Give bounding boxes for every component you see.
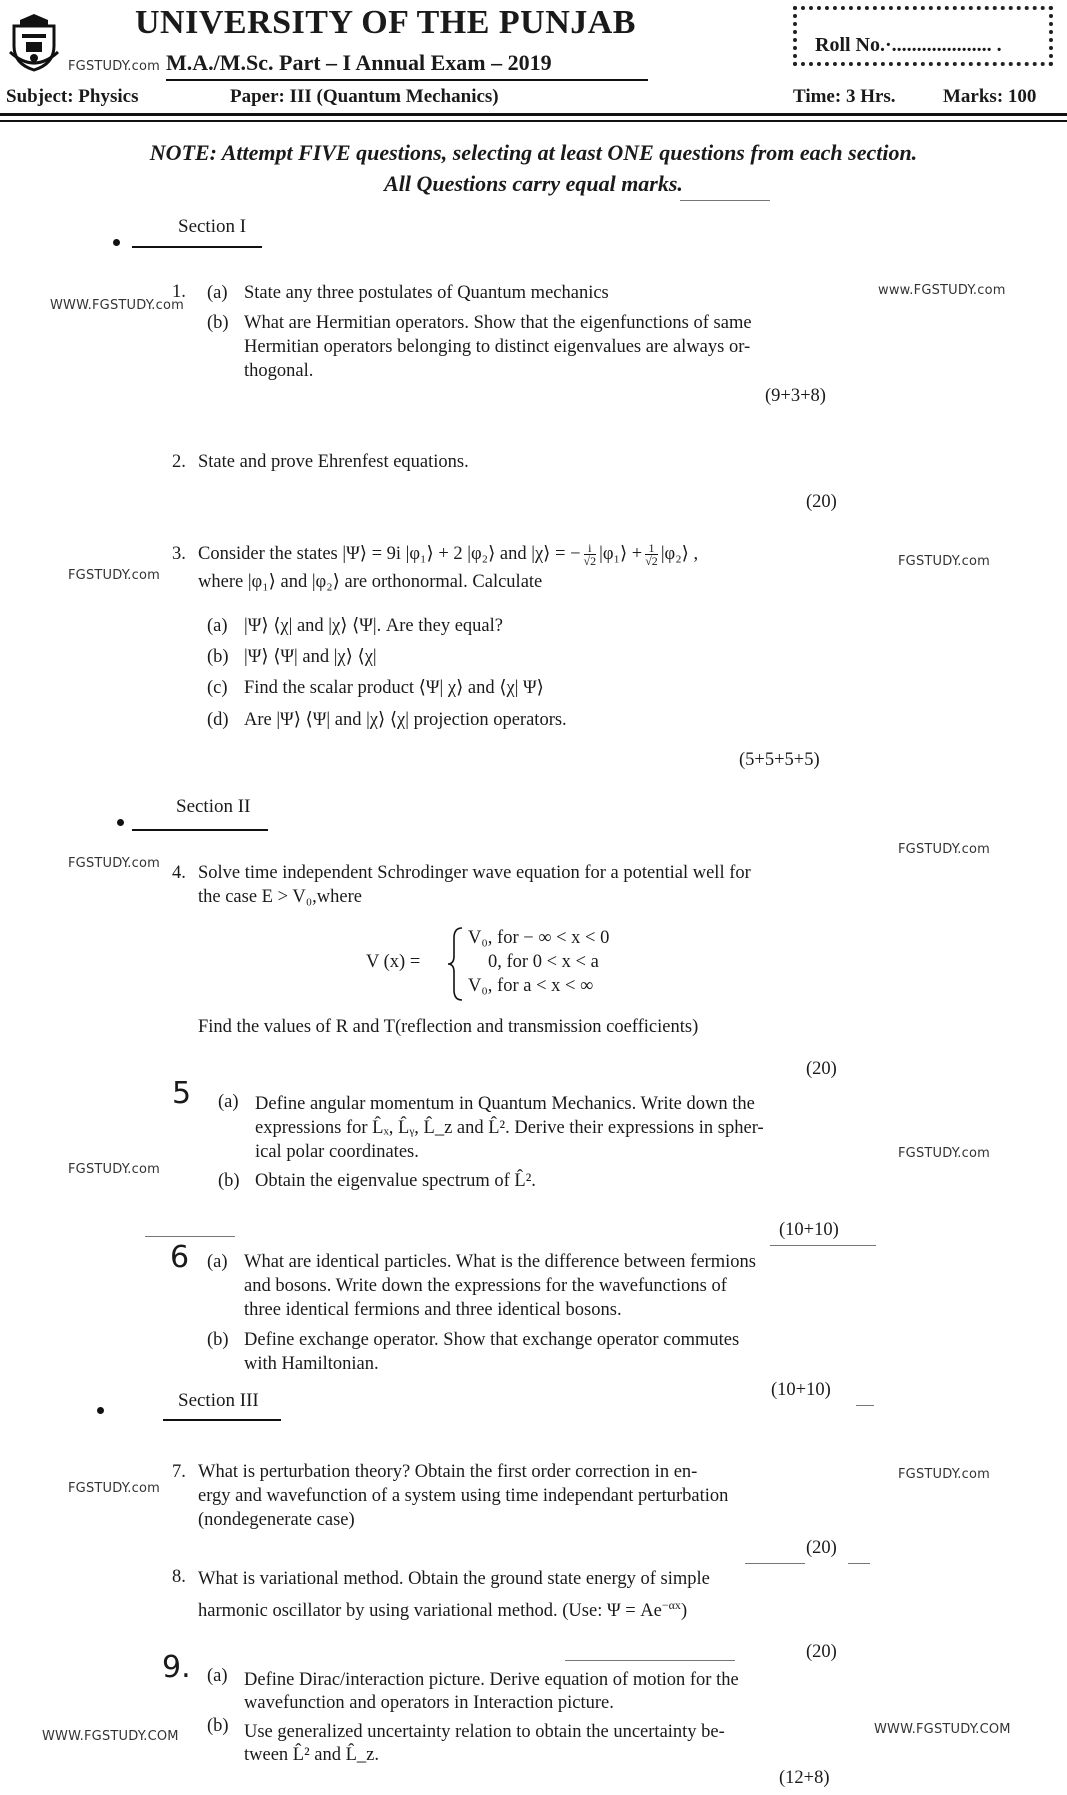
q5-marks: (10+10)	[779, 1220, 839, 1240]
watermark: FGSTUDY.com	[898, 1146, 990, 1161]
header-rule	[0, 120, 1067, 122]
q5-a-text: expressions for L̂ₓ, L̂ᵧ, L̂_z and L̂². Derive their expressions in spher-	[255, 1118, 764, 1138]
q6-handwritten-number: 6	[170, 1240, 190, 1275]
q6-a-text: What are identical particles. What is the difference between fermions	[244, 1252, 756, 1272]
section-i-heading: Section I	[178, 216, 247, 237]
q3-frac-1-den: √2	[583, 554, 597, 569]
q6-a-text: and bosons. Write down the expressions for the wavefunctions of	[244, 1276, 727, 1296]
q3-number: 3.	[172, 544, 186, 564]
q1-b-label: (b)	[207, 313, 229, 333]
q9-a-text: wavefunction and operators in Interaction picture.	[244, 1693, 614, 1713]
paper-label: Paper: III (Quantum Mechanics)	[230, 86, 499, 107]
q3-frac-2-num: 1	[645, 542, 658, 555]
q9-b-text: tween L̂² and L̂_z.	[244, 1745, 379, 1765]
q3-c-label: (c)	[207, 678, 228, 698]
q6-b-label: (b)	[207, 1330, 229, 1350]
q3-b-text: |Ψ⟩ ⟨Ψ| and |χ⟩ ⟨χ|	[244, 647, 377, 667]
bullet-dot	[97, 1407, 104, 1414]
left-brace-icon	[446, 926, 464, 1002]
q3-frac-1-num: i	[584, 542, 597, 555]
q3-line-1-text: |φ₁⟩ +	[599, 544, 643, 564]
divider	[848, 1563, 870, 1564]
q1-a-label: (a)	[207, 283, 228, 303]
time-label: Time: 3 Hrs.	[793, 86, 896, 107]
q4-potential-lhs: V (x) =	[366, 952, 421, 972]
q3-marks: (5+5+5+5)	[739, 750, 820, 770]
subject-label: Subject: Physics	[6, 86, 139, 107]
q4-line-3: Find the values of R and T(reflection and transmission coefficients)	[198, 1017, 699, 1037]
watermark: FGSTUDY.com	[68, 1162, 160, 1177]
university-title: UNIVERSITY OF THE PUNJAB	[135, 4, 636, 41]
header-rule	[0, 113, 1067, 116]
q7-line-2: ergy and wavefunction of a system using time independant perturbation	[198, 1486, 729, 1506]
divider	[145, 1236, 235, 1237]
q1-marks: (9+3+8)	[765, 386, 826, 406]
q3-frac-1	[584, 542, 597, 567]
note-line-2: All Questions carry equal marks.	[384, 171, 683, 196]
watermark: WWW.FGSTUDY.COM	[874, 1722, 1011, 1737]
q5-a-text: Define angular momentum in Quantum Mechanics. Write down the	[255, 1094, 755, 1114]
section-iii-underline	[163, 1419, 281, 1421]
q3-line-2: where |φ₁⟩ and |φ₂⟩ are orthonormal. Calculate	[198, 572, 543, 592]
q4-potential-cases	[468, 926, 609, 998]
q2-text: State and prove Ehrenfest equations.	[198, 452, 469, 472]
q4-marks: (20)	[806, 1059, 837, 1079]
q4-case-2: 0, for 0 < x < a	[488, 952, 599, 972]
q1-b-text: Hermitian operators belonging to distinct eigenvalues are always or-	[244, 337, 751, 357]
q3-line-1	[198, 542, 698, 567]
q1-b-text: thogonal.	[244, 361, 314, 381]
q1-b-text: What are Hermitian operators. Show that the eigenfunctions of same	[244, 313, 752, 333]
q2-number: 2.	[172, 452, 186, 472]
watermark: FGSTUDY.com	[68, 856, 160, 871]
q5-a-label: (a)	[218, 1092, 239, 1112]
divider	[770, 1245, 876, 1246]
watermark: FGSTUDY.com	[68, 568, 160, 583]
q5-b-text: Obtain the eigenvalue spectrum of L̂².	[255, 1171, 536, 1191]
q3-c-text: Find the scalar product ⟨Ψ| χ⟩ and ⟨χ| Ψ⟩	[244, 678, 544, 698]
q9-a-label: (a)	[207, 1666, 228, 1686]
q7-line-1: What is perturbation theory? Obtain the first order correction in en-	[198, 1462, 698, 1482]
divider	[680, 200, 770, 201]
q8-marks: (20)	[806, 1642, 837, 1662]
watermark: FGSTUDY.com	[68, 1481, 160, 1496]
q9-b-label: (b)	[207, 1716, 229, 1736]
q9-a-text: Define Dirac/interaction picture. Derive equation of motion for the	[244, 1670, 739, 1690]
q8-number: 8.	[172, 1567, 186, 1587]
exam-title: M.A./M.Sc. Part – I Annual Exam – 2019	[166, 50, 552, 75]
q5-handwritten-number: 5	[172, 1076, 192, 1111]
q4-number: 4.	[172, 863, 186, 883]
q3-line-1-text: |φ₂⟩ ,	[660, 544, 699, 564]
divider	[745, 1563, 805, 1564]
roll-no-label: Roll No.·.................... .	[815, 34, 1002, 56]
q6-b-text: Define exchange operator. Show that exchange operator commutes	[244, 1330, 740, 1350]
q3-d-label: (d)	[207, 710, 229, 730]
q6-marks: (10+10)	[771, 1380, 831, 1400]
q3-line-1-text: Consider the states |Ψ⟩ = 9i |φ₁⟩ + 2 |φ₂⟩ and |χ⟩ = −	[198, 544, 581, 564]
q5-a-text: ical polar coordinates.	[255, 1142, 419, 1162]
watermark: WWW.FGSTUDY.com	[50, 298, 184, 313]
q3-b-label: (b)	[207, 647, 229, 667]
watermark: FGSTUDY.com	[898, 554, 990, 569]
bullet-dot	[113, 239, 120, 246]
watermark: FGSTUDY.com	[898, 1467, 990, 1482]
q7-line-3: (nondegenerate case)	[198, 1510, 355, 1530]
watermark: FGSTUDY.com	[898, 842, 990, 857]
q5-b-label: (b)	[218, 1171, 240, 1191]
q4-case-3: V₀, for a < x < ∞	[468, 976, 594, 996]
q8-line-1: What is variational method. Obtain the ground state energy of simple	[198, 1569, 710, 1589]
q7-number: 7.	[172, 1462, 186, 1482]
q9-b-text: Use generalized uncertainty relation to obtain the uncertainty be-	[244, 1722, 725, 1742]
q6-b-text: with Hamiltonian.	[244, 1354, 379, 1374]
divider	[856, 1405, 874, 1406]
divider	[565, 1660, 735, 1661]
q3-a-label: (a)	[207, 616, 228, 636]
marks-label: Marks: 100	[943, 86, 1037, 107]
q2-marks: (20)	[806, 492, 837, 512]
watermark: WWW.FGSTUDY.COM	[42, 1729, 179, 1744]
q3-frac-2-den: √2	[645, 554, 658, 569]
q9-marks: (12+8)	[779, 1768, 830, 1788]
q6-a-label: (a)	[207, 1252, 228, 1272]
section-ii-underline	[132, 829, 268, 831]
q3-d-text: Are |Ψ⟩ ⟨Ψ| and |χ⟩ ⟨χ| projection operators.	[244, 710, 567, 730]
q8-line-2	[198, 1593, 687, 1624]
q1-number: 1.	[172, 282, 186, 302]
q8-exponent: −αx	[661, 1598, 681, 1612]
university-crest-icon	[8, 12, 60, 72]
exam-title-underline	[166, 79, 648, 81]
q8-line-2-text: harmonic oscillator by using variational method. (Use: Ψ = Ae	[198, 1601, 662, 1622]
q4-line-2: the case E > V₀,where	[198, 887, 362, 907]
bullet-dot	[117, 819, 124, 826]
q8-line-2-end: )	[680, 1601, 688, 1622]
q3-frac-2	[645, 542, 658, 567]
watermark: www.FGSTUDY.com	[878, 283, 1006, 298]
q1-a-text: State any three postulates of Quantum mechanics	[244, 283, 609, 303]
section-iii-heading: Section III	[178, 1390, 259, 1411]
q9-handwritten-number: 9.	[162, 1650, 191, 1685]
section-i-underline	[132, 246, 262, 248]
section-ii-heading: Section II	[176, 796, 251, 817]
q3-a-text: |Ψ⟩ ⟨χ| and |χ⟩ ⟨Ψ|. Are they equal?	[244, 616, 503, 636]
q7-marks: (20)	[806, 1538, 837, 1558]
q6-a-text: three identical fermions and three identical bosons.	[244, 1300, 622, 1320]
q4-line-1: Solve time independent Schrodinger wave equation for a potential well for	[198, 863, 751, 883]
site-label: FGSTUDY.com	[68, 59, 160, 74]
q4-case-1: V₀, for − ∞ < x < 0	[468, 928, 610, 948]
note-line-1: NOTE: Attempt FIVE questions, selecting at least ONE questions from each section.	[149, 140, 918, 165]
